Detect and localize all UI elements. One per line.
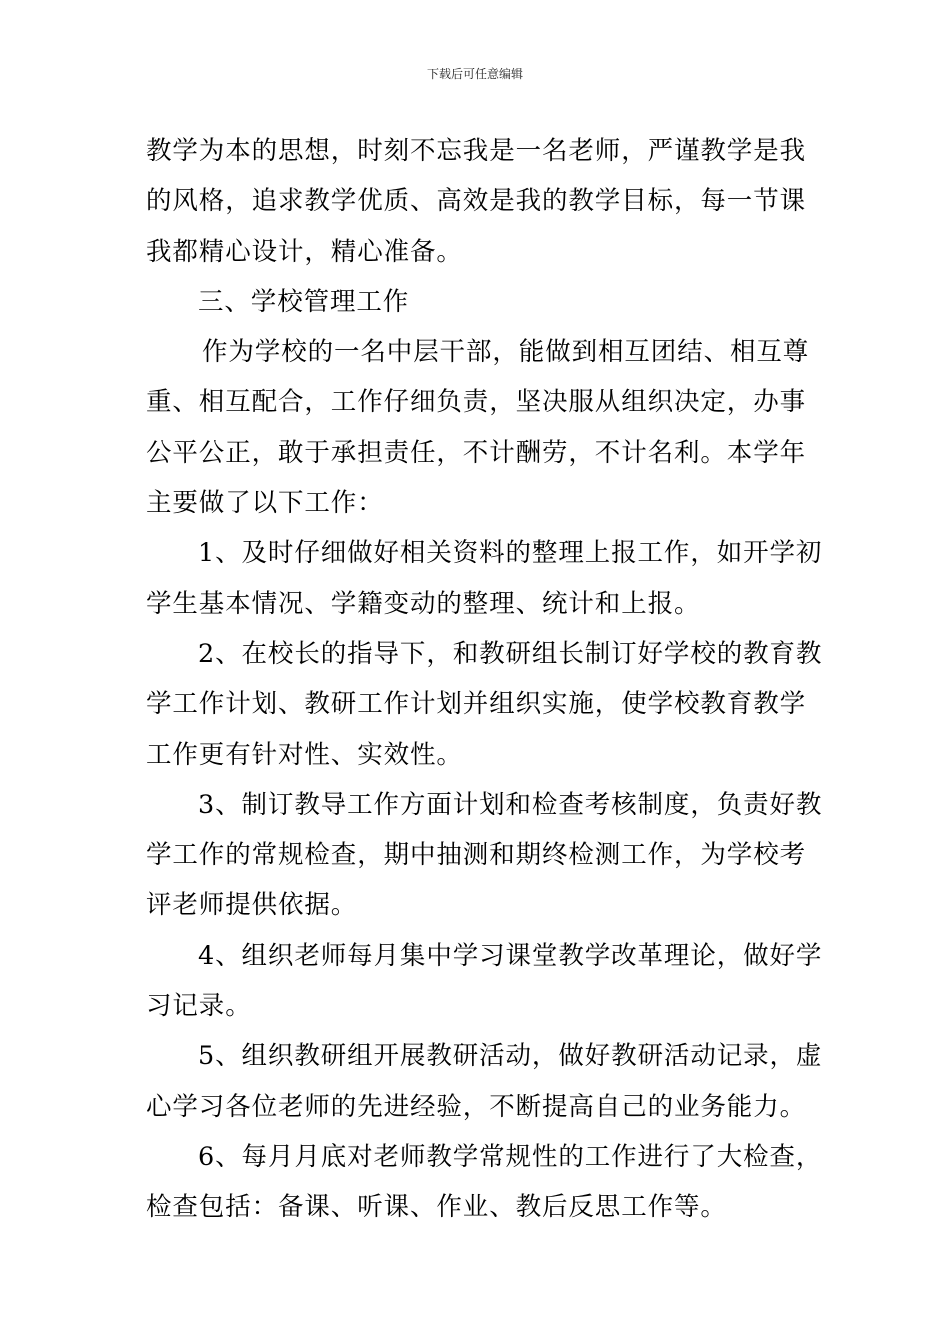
paragraph-management-intro bbox=[146, 327, 816, 528]
list-item-6 bbox=[146, 1132, 823, 1233]
text-line: 公平公正，敢于承担责任，不计酬劳，不计名利。本学年 bbox=[146, 437, 807, 468]
list-item-1 bbox=[146, 528, 823, 629]
text-line: 6、每月月底对老师教学常规性的工作进行了大检查， bbox=[198, 1141, 823, 1172]
text-line: 心学习各位老师的先进经验，不断提高自己的业务能力。 bbox=[146, 1091, 807, 1122]
text-line: 主要做了以下工作： bbox=[146, 488, 384, 519]
text-line: 2、在校长的指导下，和教研组长制订好学校的教育教 bbox=[198, 638, 823, 669]
text-line: 4、组织老师每月集中学习课堂教学改革理论，做好学 bbox=[198, 940, 823, 971]
text-line: 工作更有针对性、实效性。 bbox=[146, 739, 463, 770]
text-line: 3、制订教导工作方面计划和检查考核制度，负责好教 bbox=[198, 789, 823, 820]
text-line: 1、及时仔细做好相关资料的整理上报工作，如开学初 bbox=[198, 538, 823, 569]
text-line: 重、相互配合，工作仔细负责，坚决服从组织决定，办事 bbox=[146, 387, 807, 418]
section-heading-school-management bbox=[146, 277, 816, 327]
text-line: 学生基本情况、学籍变动的整理、统计和上报。 bbox=[146, 588, 701, 619]
list-item-2 bbox=[146, 629, 823, 780]
text-line: 我都精心设计，精心准备。 bbox=[146, 236, 463, 267]
list-item-5 bbox=[146, 1031, 823, 1132]
page-header-note: 下载后可任意编辑 bbox=[426, 67, 523, 81]
text-line: 评老师提供依据。 bbox=[146, 890, 358, 921]
document-body bbox=[146, 126, 823, 1233]
text-line: 的风格，追求教学优质、高效是我的教学目标，每一节课 bbox=[146, 186, 807, 217]
text-line: 学工作的常规检查，期中抽测和期终检测工作，为学校考 bbox=[146, 840, 807, 871]
paragraph-teaching-philosophy bbox=[146, 126, 816, 277]
section-heading-text: 三、学校管理工作 bbox=[198, 286, 410, 317]
list-item-4 bbox=[146, 931, 823, 1032]
text-line: 5、组织教研组开展教研活动，做好教研活动记录，虚 bbox=[198, 1041, 823, 1072]
text-line: 作为学校的一名中层干部，能做到相互团结、相互尊 bbox=[202, 337, 810, 368]
text-line: 检查包括：备课、听课、作业、教后反思工作等。 bbox=[146, 1192, 727, 1223]
text-line: 教学为本的思想，时刻不忘我是一名老师，严谨教学是我 bbox=[146, 136, 807, 166]
list-item-3 bbox=[146, 780, 823, 931]
text-line: 习记录。 bbox=[146, 991, 252, 1022]
text-line: 学工作计划、教研工作计划并组织实施，使学校教育教学 bbox=[146, 689, 807, 720]
